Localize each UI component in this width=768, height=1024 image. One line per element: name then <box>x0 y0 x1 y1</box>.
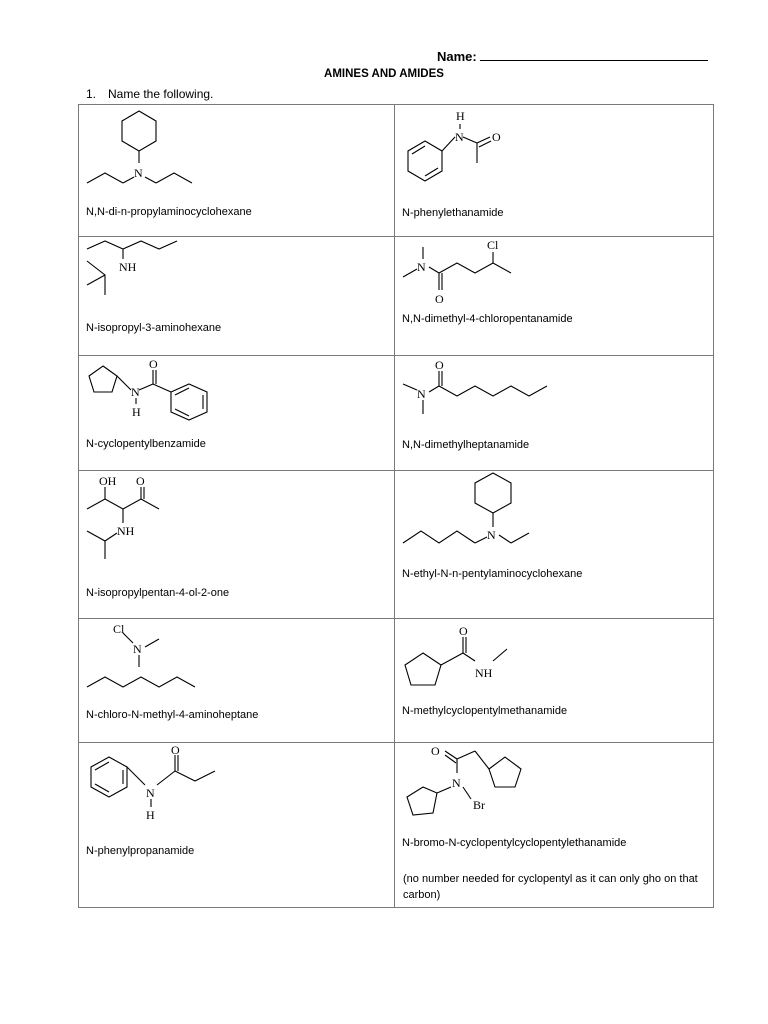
atom-n: N <box>417 387 426 401</box>
atom-n: N <box>146 786 155 800</box>
atom-n: N <box>134 166 143 180</box>
answer-label: N-isopropyl-3-aminohexane <box>86 322 222 334</box>
structure-ethylpentylaminocyclohexane <box>395 471 714 618</box>
question-text: Name the following. <box>108 87 214 101</box>
atom-n: N <box>487 528 496 542</box>
answer-label: N-phenylethanamide <box>402 207 504 219</box>
structure-isopropylaminohexane <box>79 237 395 355</box>
table-cell <box>79 619 395 743</box>
table-cell <box>395 471 714 619</box>
answer-label: N-methylcyclopentylmethanamide <box>402 705 568 717</box>
atom-nh: NH <box>119 260 137 274</box>
table-row <box>79 237 714 356</box>
answer-label: N-cyclopentylbenzamide <box>86 438 206 450</box>
atom-o: O <box>431 744 440 758</box>
table-cell <box>79 105 395 237</box>
atom-o: O <box>435 358 444 372</box>
table-row <box>79 471 714 619</box>
table-row <box>79 356 714 471</box>
answer-note: (no number needed for cyclopentyl as it can only gho on that carbon) <box>403 873 698 901</box>
atom-o: O <box>171 743 180 757</box>
atom-cl: Cl <box>487 238 499 252</box>
structure-cyclopentylbenzamide <box>79 356 395 470</box>
answer-label: N-phenylpropanamide <box>86 845 195 857</box>
question-1 <box>86 87 213 101</box>
answer-label: N-isopropylpentan-4-ol-2-one <box>86 587 230 599</box>
structure-dimethylchloropentanamide <box>395 237 714 355</box>
page-title: AMINES AND AMIDES <box>324 68 444 80</box>
structure-dimethylheptanamide <box>395 356 714 470</box>
atom-oh: OH <box>99 474 117 488</box>
table-cell <box>395 356 714 471</box>
atom-nh: NH <box>117 524 135 538</box>
table-row <box>79 619 714 743</box>
structure-phenylpropanamide <box>79 743 395 907</box>
atom-o: O <box>149 357 158 371</box>
table-row <box>79 105 714 237</box>
atom-o: O <box>435 292 444 306</box>
atom-cl: Cl <box>113 622 125 636</box>
table-cell <box>395 743 714 908</box>
answer-label: N,N-di-n-propylaminocyclohexane <box>86 206 252 218</box>
atom-br: Br <box>473 798 485 812</box>
atom-n: N <box>417 260 426 274</box>
name-field[interactable] <box>437 48 708 64</box>
table-cell <box>79 743 395 908</box>
table-cell <box>79 237 395 356</box>
name-label: Name: <box>437 49 477 64</box>
table-row <box>79 743 714 908</box>
atom-n: N <box>133 642 142 656</box>
atom-o: O <box>492 130 501 144</box>
atom-h: H <box>456 109 465 123</box>
atom-o: O <box>136 474 145 488</box>
table-cell <box>79 356 395 471</box>
atom-h: H <box>146 808 155 822</box>
answer-label: N-ethyl-N-n-pentylaminocyclohexane <box>402 568 583 580</box>
answer-label: N,N-dimethyl-4-chloropentanamide <box>402 313 573 325</box>
answer-label: N-chloro-N-methyl-4-aminoheptane <box>86 709 259 721</box>
question-number: 1. <box>86 87 97 101</box>
atom-nh: NH <box>475 666 493 680</box>
name-blank-line[interactable] <box>480 48 708 61</box>
table-cell <box>395 105 714 237</box>
atom-n: N <box>455 130 464 144</box>
atom-o: O <box>459 624 468 638</box>
atom-h: H <box>132 405 141 419</box>
answer-label: N,N-dimethylheptanamide <box>402 439 530 451</box>
structure-methylcyclopentylmethanamide <box>395 619 714 742</box>
atom-n: N <box>452 776 461 790</box>
structure-chloromethylaminoheptane <box>79 619 395 742</box>
table-cell <box>395 619 714 743</box>
table-cell <box>79 471 395 619</box>
answer-label: N-bromo-N-cyclopentylcyclopentylethanamide <box>402 837 627 849</box>
table-cell <box>395 237 714 356</box>
answer-table <box>78 104 714 908</box>
atom-n: N <box>131 385 140 399</box>
